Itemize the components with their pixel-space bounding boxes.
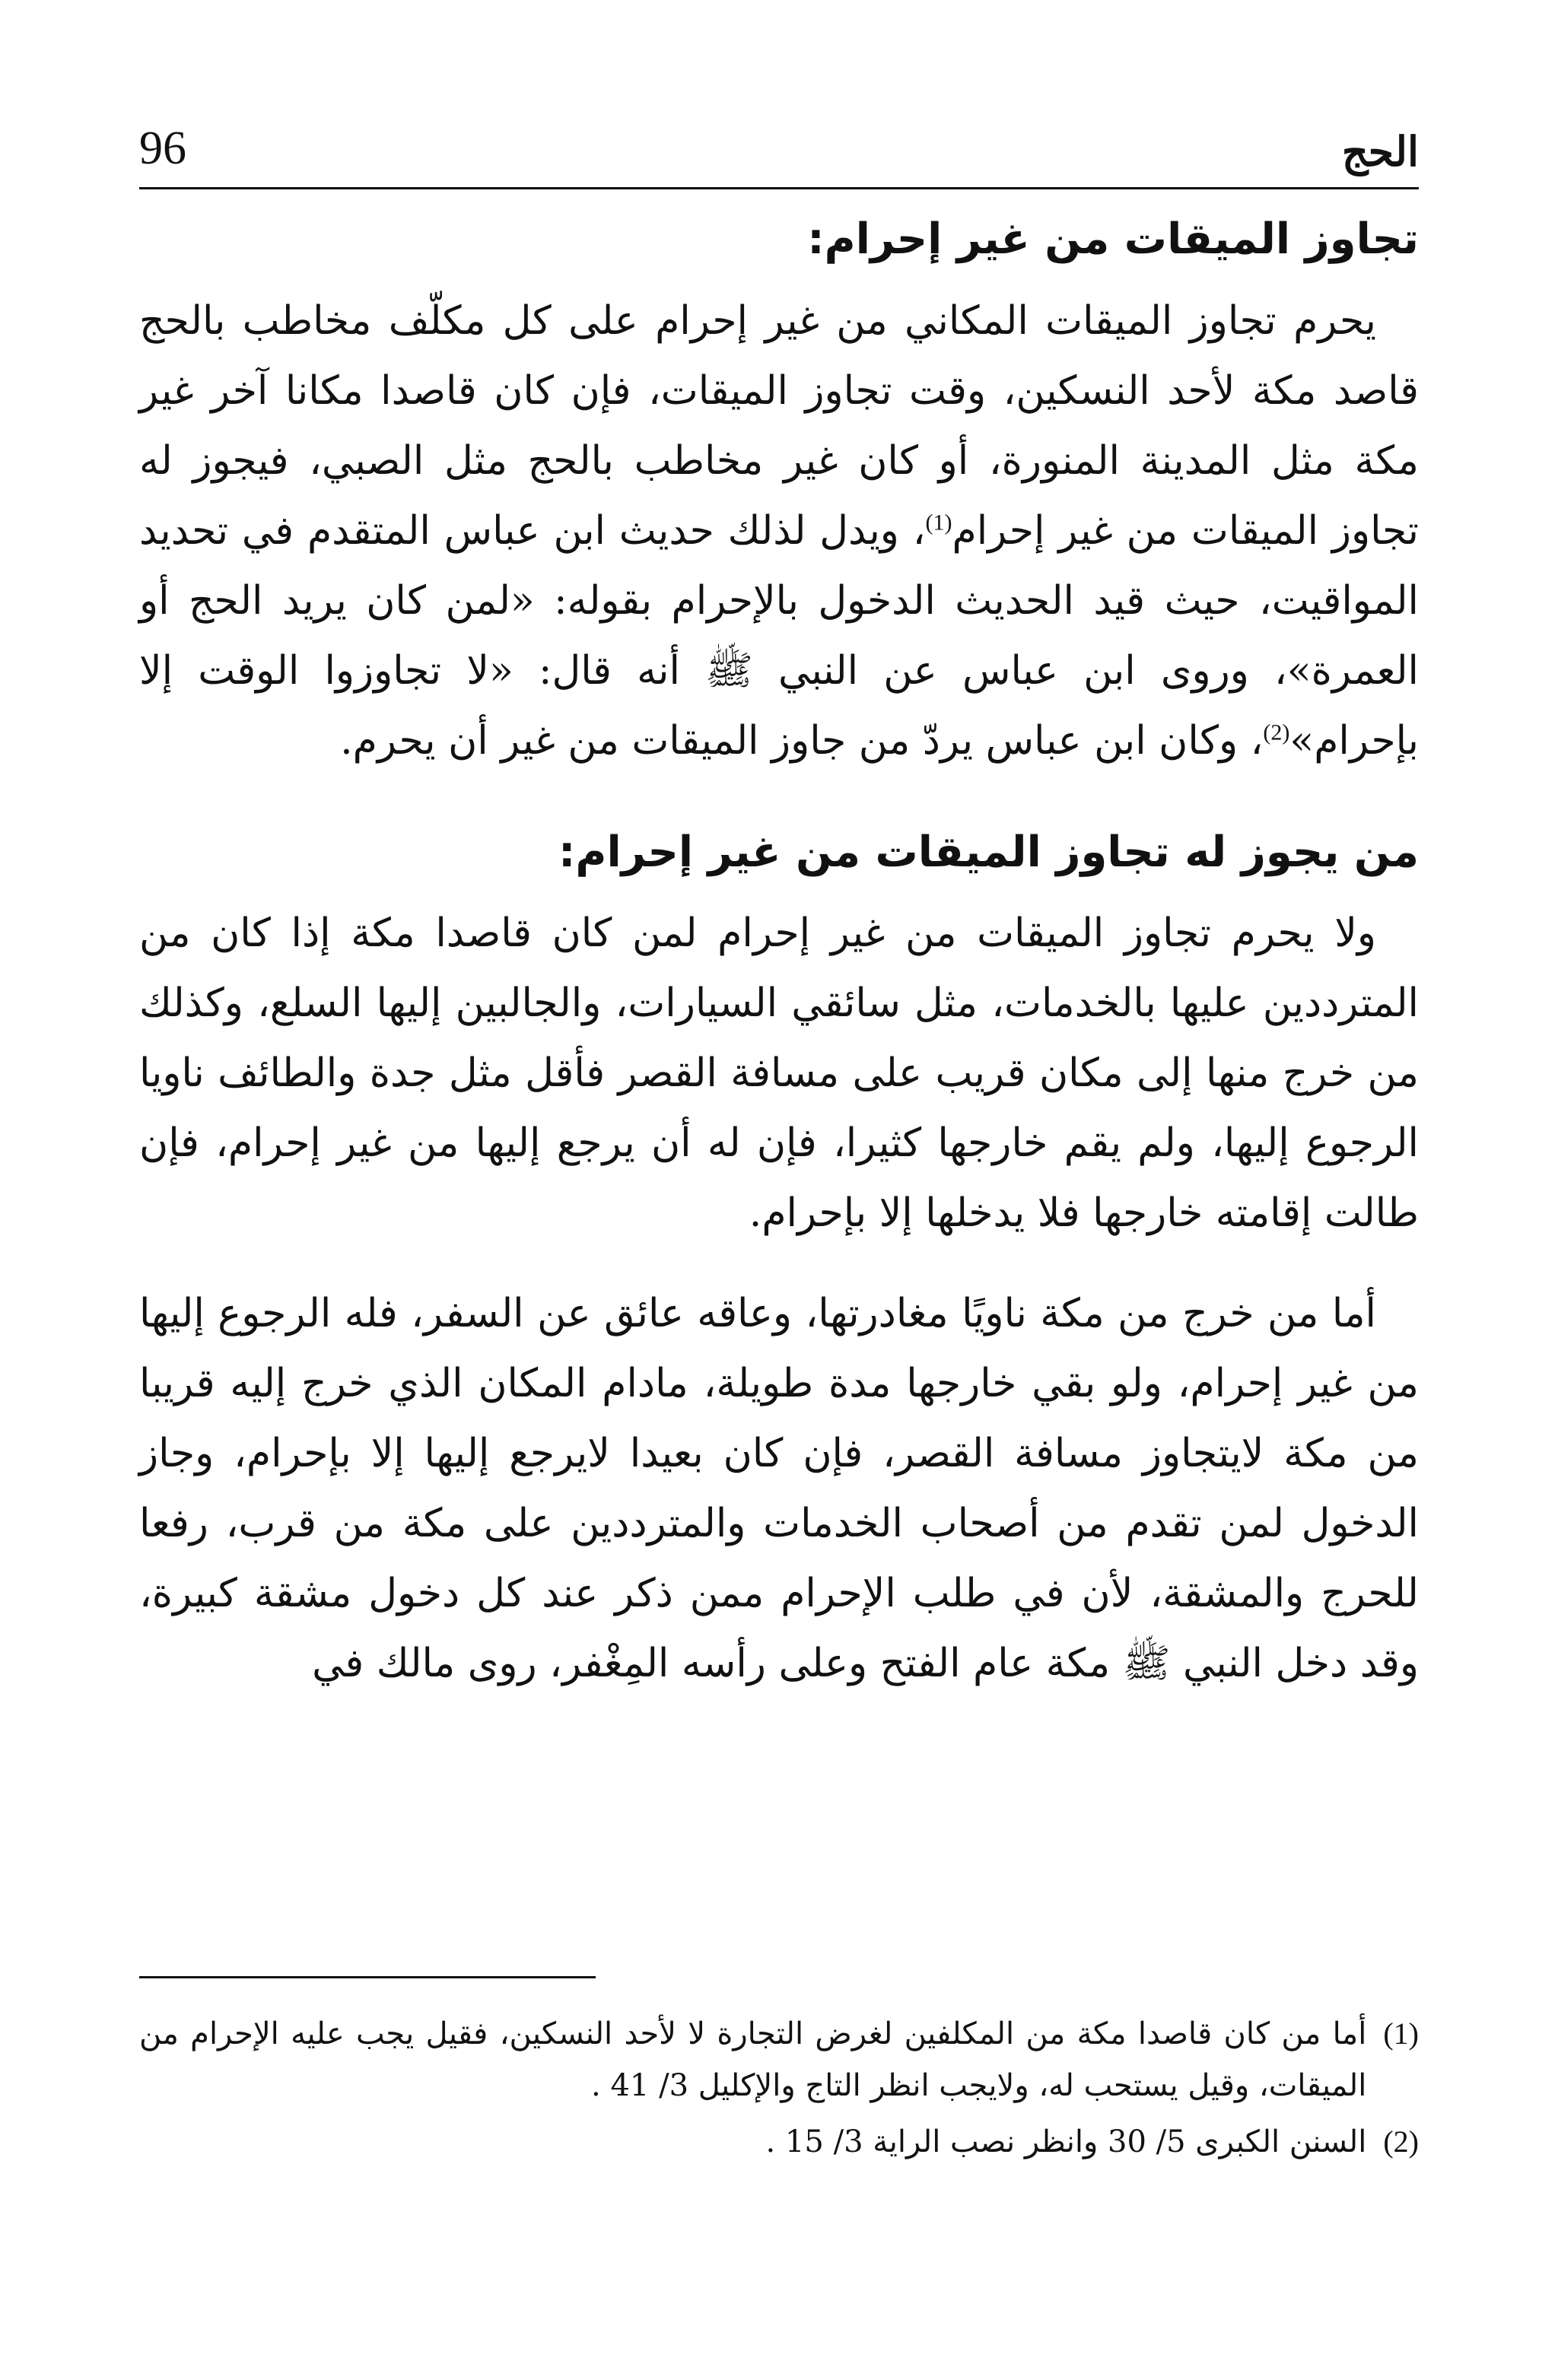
paragraph-1-part-a: يحرم تجاوز الميقات المكاني من غير إحرام على كل مكلّف مخاطب بالحج قاصد مكة لأحد النسكين، وقت تجاوز الميقات، فإن كان قاصدا مكانا آخر غير مكة مثل المدينة المنورة، أو كان غير مخاطب بالحج مثل الصبي، فيجوز له تجاوز الميقات من غير إحرام	[139, 297, 1420, 554]
footnote-2	[139, 2116, 1419, 2168]
section-heading-1: تجاوز الميقات من غير إحرام:	[807, 214, 1419, 264]
footnote-divider	[139, 1976, 596, 1978]
paragraph-3: أما من خرج من مكة ناويًا مغادرتها، وعاقه عائق عن السفر، فله الرجوع إليها من غير إحرام، ولو بقي خارجها مدة طويلة، مادام المكان الذي خرج إليه قريبا من مكة لايتجاوز مسافة القصر، فإن كان بعيدا لايرجع إليها إلا بإحرام، وجاز الدخول لمن تقدم من أصحاب الخدمات والمترددين على مكة من قرب، رفعا للحرج والمشقة، لأن في طلب الإحرام ممن ذكر عند كل دخول مشقة كبيرة، وقد دخل النبي ﷺ مكة عام الفتح وعلى رأسه المِغْفر، روى مالك في	[139, 1291, 1419, 1687]
footnote-marker-1: (1)	[1383, 2016, 1419, 2051]
paragraph-1-part-c: ، وكان ابن عباس يردّ من جاوز الميقات من غير أن يحرم.	[340, 717, 1264, 764]
paragraph-1	[139, 286, 1419, 776]
paragraph-1-part-b: ، ويدل لذلك حديث ابن عباس المتقدم في تحديد المواقيت، حيث قيد الحديث الدخول بالإحرام بقوله: «لمن كان يريد الحج أو العمرة»، وروى ابن عباس عن النبي ﷺ أنه قال: «لا تجاوزوا الوقت إلا بإحرام»	[139, 507, 1419, 764]
footnote-text-1: أما من كان قاصدا مكة من المكلفين لغرض التجارة لا لأحد النسكين، فقيل يجب عليه الإحرام من الميقات، وقيل يستحب له، ولايجب انظر التاج والإكليل 3/ 41 .	[139, 2016, 1367, 2103]
footnote-ref-2: (2)	[1263, 720, 1290, 745]
section-heading-2: من يجوز له تجاوز الميقات من غير إحرام:	[558, 827, 1419, 877]
paragraph-2: ولا يحرم تجاوز الميقات من غير إحرام لمن كان قاصدا مكة إذا كان من المترددين عليها بالخدمات، مثل سائقي السيارات، والجالبين إليها السلع، وكذلك من خرج منها إلى مكان قريب على مسافة القصر فأقل مثل جدة والطائف ناويا الرجوع إليها، ولم يقم خارجها كثيرا، فإن له أن يرجع إليها من غير إحرام، فإن طالت إقامته خارجها فلا يدخلها إلا بإحرام.	[139, 910, 1419, 1237]
footnote-ref-1: (1)	[925, 510, 952, 535]
running-title: الحج	[1341, 127, 1419, 176]
footnote-marker-2: (2)	[1383, 2124, 1419, 2159]
footnotes	[139, 2008, 1419, 2172]
page-number: 96	[139, 122, 186, 174]
footnote-1	[139, 2008, 1419, 2111]
main-text	[139, 205, 1419, 1729]
page-header	[139, 106, 1419, 189]
footnote-text-2: السنن الكبرى 5/ 30 وانظر نصب الراية 3/ 15 .	[765, 2124, 1367, 2159]
